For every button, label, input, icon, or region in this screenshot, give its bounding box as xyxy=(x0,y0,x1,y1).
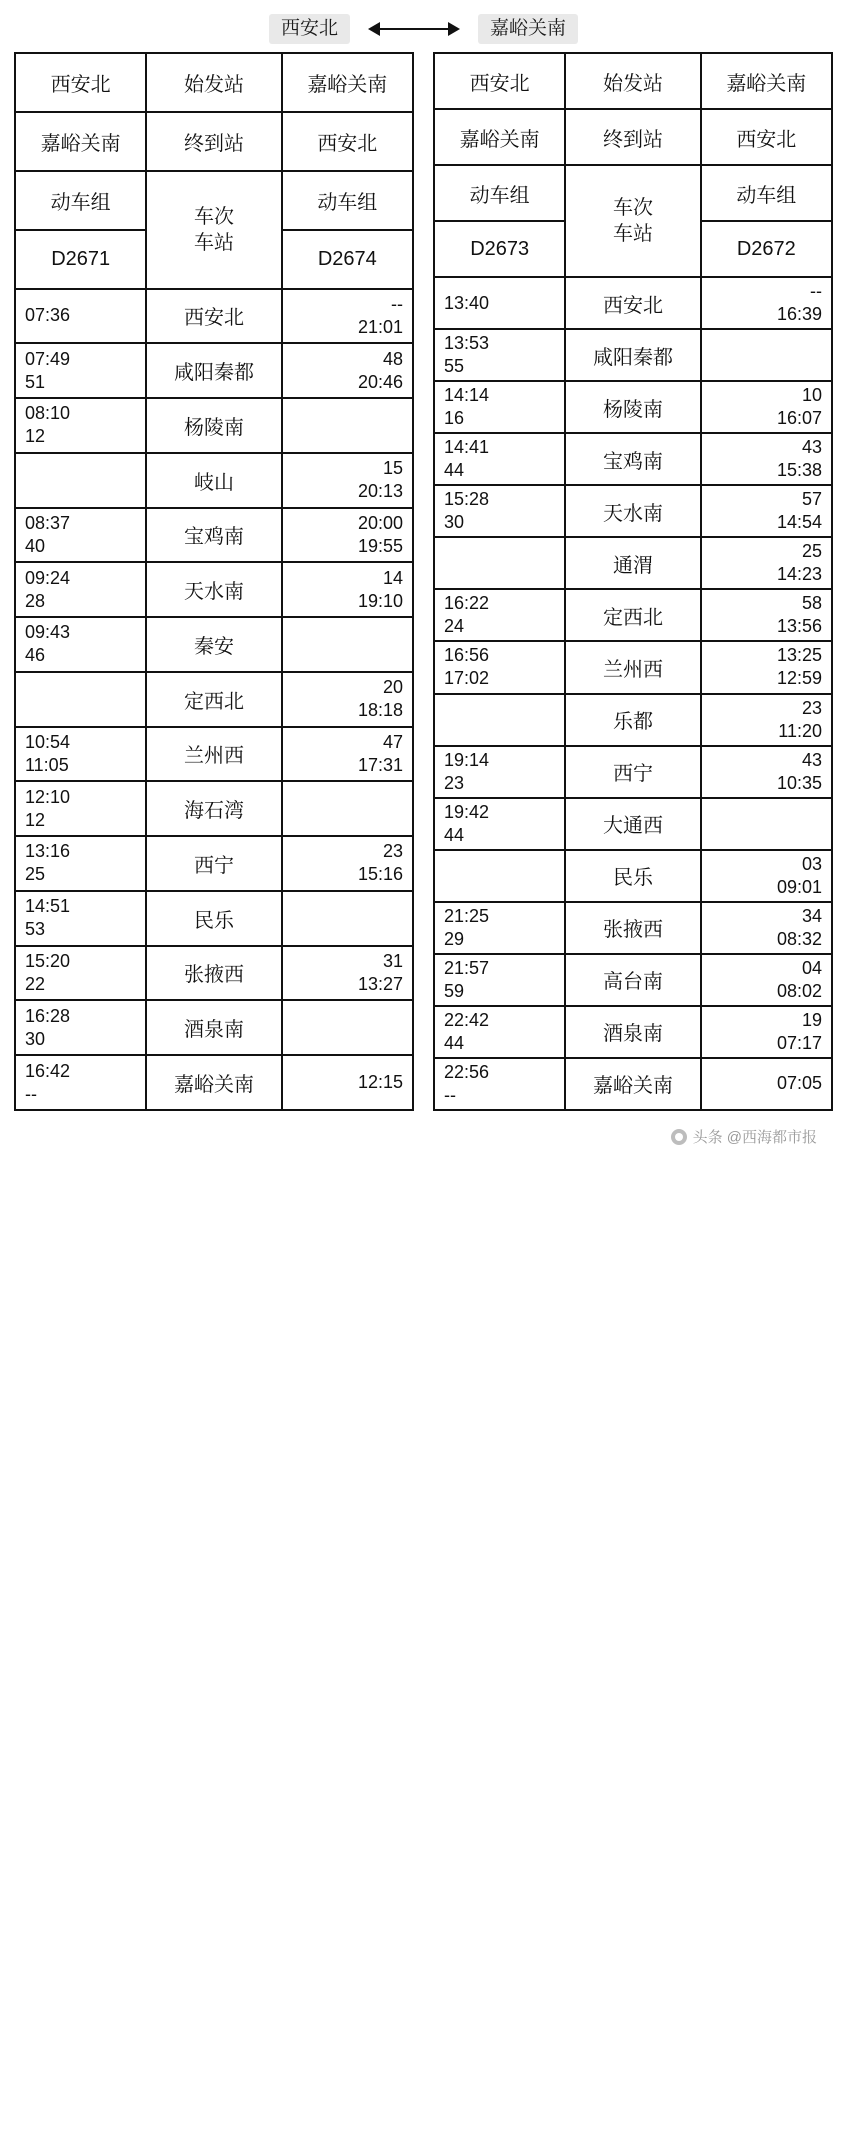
station-name: 乐都 xyxy=(612,711,653,734)
header-terminus-left: 嘉峪关南 xyxy=(40,132,121,155)
header-origin-left: 西安北 xyxy=(469,72,530,95)
arrive-depart-up: 25 14:23 xyxy=(776,541,822,585)
station-name: 酒泉南 xyxy=(602,1023,663,1046)
arrive-depart-down xyxy=(16,697,145,701)
table-row xyxy=(434,902,832,954)
station-name: 嘉峪关南 xyxy=(592,1075,673,1098)
station-name: 兰州西 xyxy=(602,658,663,681)
header-traintype-left: 动车组 xyxy=(469,184,530,207)
header-station-label: 车站 xyxy=(193,231,234,254)
station-name: 天水南 xyxy=(183,581,244,604)
table-row xyxy=(15,1055,413,1110)
table-row xyxy=(434,746,832,798)
double-arrow-icon xyxy=(368,20,460,38)
arrive-depart-down: 15:20 22 xyxy=(25,950,71,994)
route-origin-chip: 西安北 xyxy=(269,14,350,45)
station-name: 通渭 xyxy=(612,554,653,577)
header-terminus-right: 西安北 xyxy=(736,128,797,151)
arrive-depart-up: 19 07:17 xyxy=(776,1009,822,1053)
arrive-depart-up: 43 10:35 xyxy=(776,749,822,793)
station-name: 兰州西 xyxy=(183,745,244,768)
header-origin-label: 始发站 xyxy=(602,72,663,95)
table-row xyxy=(434,589,832,641)
header-station-label: 车站 xyxy=(612,223,653,245)
table-row xyxy=(15,946,413,1001)
station-name: 大通西 xyxy=(602,815,663,838)
arrive-depart-up xyxy=(283,642,412,646)
header-train-no-label: 车次 xyxy=(612,197,653,219)
station-name: 岐山 xyxy=(193,471,234,494)
route-header xyxy=(14,0,833,52)
station-name: 民乐 xyxy=(612,867,653,890)
arrive-depart-up: 10 16:07 xyxy=(776,385,822,429)
table-header-row-traintype xyxy=(434,165,832,221)
arrive-depart-up: 07:05 xyxy=(776,1073,822,1094)
arrive-depart-up: 20 18:18 xyxy=(357,677,403,721)
arrive-depart-down: 21:25 29 xyxy=(444,905,490,949)
station-name: 宝鸡南 xyxy=(602,450,663,473)
table-row xyxy=(434,694,832,746)
header-terminus-left: 嘉峪关南 xyxy=(459,128,540,151)
station-name: 杨陵南 xyxy=(602,398,663,421)
table-row xyxy=(434,1006,832,1058)
credit-text: 头条 @西海都市报 xyxy=(692,1129,817,1146)
header-trainno-right: D2674 xyxy=(317,247,377,270)
arrive-depart-up: 23 15:16 xyxy=(357,841,403,885)
arrive-depart-down: 12:10 12 xyxy=(25,786,71,830)
arrive-depart-down: 22:56 -- xyxy=(444,1061,490,1105)
header-origin-left: 西安北 xyxy=(50,73,111,96)
table-row xyxy=(15,727,413,782)
left-table-body xyxy=(15,53,413,1110)
right-table-body xyxy=(434,53,832,1110)
header-terminus-label: 终到站 xyxy=(602,128,663,151)
header-train-station-label xyxy=(566,166,699,276)
arrive-depart-down: 07:36 xyxy=(25,305,71,326)
arrive-depart-down: 07:49 51 xyxy=(25,348,71,392)
station-name: 杨陵南 xyxy=(183,416,244,439)
table-row xyxy=(434,381,832,433)
arrive-depart-down: 21:57 59 xyxy=(444,957,490,1001)
table-row xyxy=(434,329,832,381)
table-row xyxy=(434,1058,832,1110)
arrive-depart-down xyxy=(435,874,564,878)
arrive-depart-up: 23 11:20 xyxy=(778,697,822,741)
station-name: 天水南 xyxy=(602,502,663,525)
table-row xyxy=(434,641,832,693)
arrive-depart-down: 22:42 44 xyxy=(444,1009,490,1053)
table-row xyxy=(15,508,413,563)
table-row xyxy=(15,891,413,946)
header-trainno-right: D2672 xyxy=(736,237,796,260)
table-row xyxy=(15,343,413,398)
arrive-depart-down: 14:51 53 xyxy=(25,896,71,940)
station-name: 民乐 xyxy=(193,909,234,932)
table-header-row-terminus xyxy=(434,109,832,165)
header-train-no-label: 车次 xyxy=(193,205,234,228)
station-name: 西安北 xyxy=(183,307,244,330)
table-row xyxy=(15,617,413,672)
table-row xyxy=(434,954,832,1006)
arrive-depart-up: 03 09:01 xyxy=(776,853,822,897)
timetable-container xyxy=(14,52,833,1111)
arrive-depart-up: 13:25 12:59 xyxy=(776,645,822,689)
arrive-depart-up: 58 13:56 xyxy=(776,593,822,637)
header-traintype-left: 动车组 xyxy=(50,191,111,214)
arrive-depart-up: 47 17:31 xyxy=(357,731,403,775)
source-credit xyxy=(671,1126,817,1147)
header-train-station-label xyxy=(147,172,280,288)
arrive-depart-up: 04 08:02 xyxy=(776,957,822,1001)
table-row xyxy=(434,277,832,329)
arrive-depart-down: 16:28 30 xyxy=(25,1005,71,1049)
table-row xyxy=(434,537,832,589)
arrive-depart-down: 09:43 46 xyxy=(25,622,71,666)
arrive-depart-up xyxy=(283,916,412,920)
table-row xyxy=(15,289,413,344)
table-header-row-origin xyxy=(434,53,832,109)
station-name: 高台南 xyxy=(602,971,663,994)
table-row xyxy=(434,433,832,485)
table-row xyxy=(434,485,832,537)
header-origin-right: 嘉峪关南 xyxy=(726,72,807,95)
station-name: 宝鸡南 xyxy=(183,526,244,549)
header-origin-right: 嘉峪关南 xyxy=(307,73,388,96)
arrive-depart-up: 48 20:46 xyxy=(357,348,403,392)
table-row xyxy=(15,836,413,891)
table-header-row-traintype xyxy=(15,171,413,230)
station-name: 西安北 xyxy=(602,294,663,317)
header-traintype-right: 动车组 xyxy=(317,191,378,214)
table-row xyxy=(15,781,413,836)
station-name: 酒泉南 xyxy=(183,1019,244,1042)
station-name: 西宁 xyxy=(193,854,234,877)
arrive-depart-down: 19:42 44 xyxy=(444,801,490,845)
station-name: 秦安 xyxy=(193,635,234,658)
arrive-depart-up: 20:00 19:55 xyxy=(357,512,403,556)
arrive-depart-down: 13:53 55 xyxy=(444,333,490,377)
arrive-depart-down: 15:28 30 xyxy=(444,489,490,533)
footer xyxy=(14,1111,833,1155)
arrive-depart-down: 16:22 24 xyxy=(444,593,490,637)
station-name: 定西北 xyxy=(602,606,663,629)
station-name: 嘉峪关南 xyxy=(173,1074,254,1097)
arrive-depart-up xyxy=(283,423,412,427)
arrive-depart-down: 19:14 23 xyxy=(444,749,490,793)
arrive-depart-down: 13:16 25 xyxy=(25,841,71,885)
arrive-depart-up: -- 21:01 xyxy=(357,293,403,337)
arrive-depart-down: 13:40 xyxy=(444,292,490,313)
table-row xyxy=(15,1000,413,1055)
arrive-depart-down: 09:24 28 xyxy=(25,567,71,611)
arrive-depart-up xyxy=(283,807,412,811)
station-name: 海石湾 xyxy=(183,800,244,823)
table-header-row-origin xyxy=(15,53,413,112)
arrive-depart-up: 15 20:13 xyxy=(357,458,403,502)
table-row xyxy=(434,798,832,850)
arrive-depart-down: 08:10 12 xyxy=(25,403,71,447)
station-name: 张掖西 xyxy=(183,964,244,987)
arrive-depart-up: 12:15 xyxy=(357,1072,403,1093)
route-destination-chip: 嘉峪关南 xyxy=(478,14,578,45)
table-row xyxy=(434,850,832,902)
arrive-depart-down: 08:37 40 xyxy=(25,512,71,556)
arrive-depart-down: 14:14 16 xyxy=(444,385,490,429)
toutiao-icon xyxy=(671,1129,687,1145)
station-name: 咸阳秦都 xyxy=(173,362,254,385)
station-name: 定西北 xyxy=(183,690,244,713)
header-origin-label: 始发站 xyxy=(183,73,244,96)
arrive-depart-down xyxy=(16,478,145,482)
arrive-depart-down xyxy=(435,718,564,722)
arrive-depart-up: 34 08:32 xyxy=(776,905,822,949)
arrive-depart-up xyxy=(702,822,831,826)
arrive-depart-up xyxy=(702,353,831,357)
table-row xyxy=(15,672,413,727)
schedule-table-right xyxy=(433,52,833,1111)
arrive-depart-up: 14 19:10 xyxy=(357,567,403,611)
arrive-depart-down: 14:41 44 xyxy=(444,437,490,481)
header-trainno-left: D2671 xyxy=(51,247,111,270)
header-terminus-right: 西安北 xyxy=(317,132,378,155)
arrive-depart-down: 16:42 -- xyxy=(25,1060,71,1104)
station-name: 张掖西 xyxy=(602,919,663,942)
station-name: 西宁 xyxy=(612,763,653,786)
arrive-depart-down: 10:54 11:05 xyxy=(25,731,71,775)
arrive-depart-up: 57 14:54 xyxy=(776,489,822,533)
table-header-row-terminus xyxy=(15,112,413,171)
table-row xyxy=(15,398,413,453)
arrive-depart-up: 31 13:27 xyxy=(357,950,403,994)
arrive-depart-down: 16:56 17:02 xyxy=(444,645,490,689)
header-trainno-left: D2673 xyxy=(470,237,530,260)
arrive-depart-up: -- 16:39 xyxy=(776,281,822,325)
station-name: 咸阳秦都 xyxy=(592,346,673,369)
arrive-depart-down xyxy=(435,561,564,565)
table-row xyxy=(15,453,413,508)
header-traintype-right: 动车组 xyxy=(736,184,797,207)
arrive-depart-up: 43 15:38 xyxy=(776,437,822,481)
table-row xyxy=(15,562,413,617)
schedule-table-left xyxy=(14,52,414,1111)
header-terminus-label: 终到站 xyxy=(183,132,244,155)
arrive-depart-up xyxy=(283,1026,412,1030)
